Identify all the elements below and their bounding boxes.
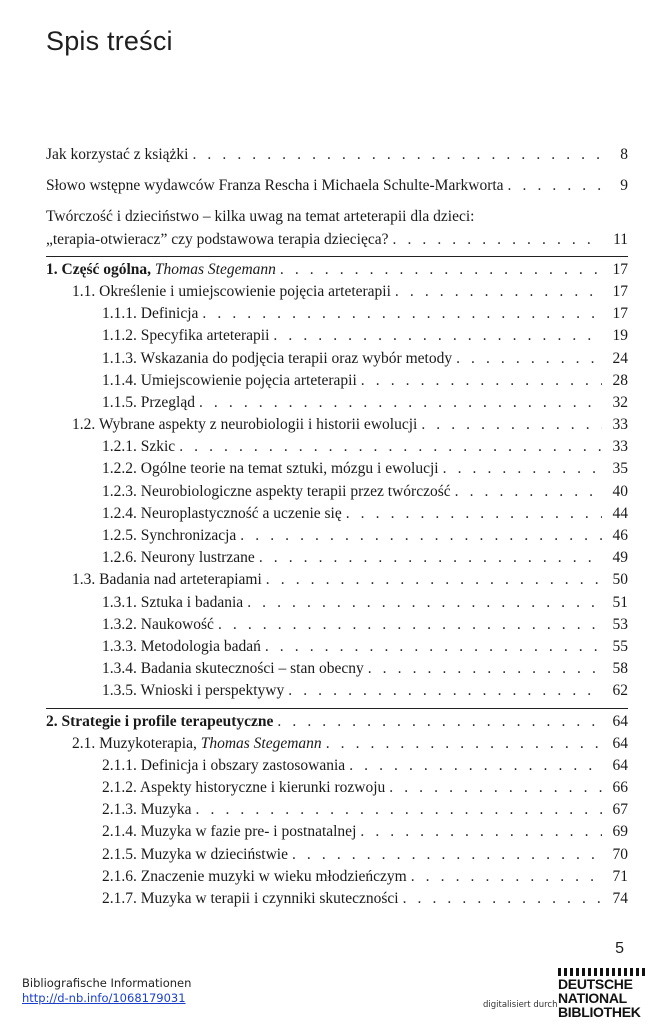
dot-leader — [259, 549, 602, 567]
toc-entry-page: 50 — [612, 571, 628, 589]
toc-entry-page: 17 — [612, 282, 628, 300]
toc-entry-title: 1.1.4. Umiejscowienie pojęcia arteterapii — [102, 371, 357, 389]
toc-subsection[interactable] — [46, 527, 628, 549]
toc-subsection[interactable] — [46, 438, 628, 460]
dot-leader — [403, 890, 602, 908]
toc-entry-page: 64 — [612, 756, 628, 774]
toc-entry-title — [46, 261, 276, 279]
toc-subsection[interactable] — [46, 868, 628, 890]
toc-entry-title: 1.1. Określenie i umiejscowienie pojęcia arteterapii — [72, 282, 391, 300]
toc-entry-page: 49 — [612, 549, 628, 567]
toc-entry-title-line2: „terapia-otwieracz” czy podstawowa terapia dziecięca? — [46, 230, 389, 248]
toc-entry-page: 66 — [612, 779, 628, 797]
toc-entry-page: 44 — [612, 504, 628, 522]
toc-subsection[interactable] — [46, 801, 628, 823]
toc-entry-title: 1.2.2. Ogólne teorie na temat sztuki, mózgu i ewolucji — [102, 460, 439, 478]
dot-leader — [508, 177, 602, 195]
toc-part-1[interactable] — [46, 261, 628, 283]
toc-entry-title: 1.1.3. Wskazania do podjęcia terapii oraz wybór metody — [102, 349, 453, 367]
dnb-logo-bars — [558, 968, 648, 976]
toc-entry-title: 2.1.1. Definicja i obszary zastosowania — [102, 756, 346, 774]
page-number: 5 — [615, 940, 624, 957]
dot-leader — [455, 483, 602, 501]
toc-entry-title: 1.3.1. Sztuka i badania — [102, 593, 244, 611]
dot-leader — [273, 327, 602, 345]
toc-entry-page: 64 — [612, 734, 628, 752]
toc-entry-title: 1.2.4. Neuroplastyczność a uczenie się — [102, 504, 342, 522]
dot-leader — [247, 594, 602, 612]
toc-entry-page: 19 — [612, 327, 628, 345]
dot-leader — [179, 438, 602, 456]
toc-subsection[interactable] — [46, 638, 628, 660]
page-title: Spis treści — [46, 26, 173, 56]
dot-leader — [265, 638, 602, 656]
dot-leader — [292, 846, 602, 864]
toc-entry[interactable] — [46, 177, 628, 199]
toc-entry-title: Jak korzystać z książki — [46, 146, 189, 163]
toc-section-2-1[interactable] — [46, 735, 628, 757]
toc-entry-title: 1.3.4. Badania skuteczności – stan obecny — [102, 660, 364, 678]
toc-entry-title: 1.3. Badania nad arteterapiami — [72, 571, 262, 589]
toc-section-1-1[interactable] — [46, 283, 628, 305]
toc-entry-page: 71 — [612, 867, 628, 885]
toc-subsection[interactable] — [46, 660, 628, 682]
toc-entry-page: 17 — [612, 305, 628, 323]
toc-entry-page: 9 — [620, 177, 628, 195]
toc-entry-page: 35 — [612, 460, 628, 478]
toc-entry-title: 1.3.2. Naukowość — [102, 615, 214, 633]
dot-leader — [346, 505, 602, 523]
bibliographic-info — [22, 976, 191, 1006]
toc-entry-page: 53 — [612, 615, 628, 633]
toc-entry[interactable] — [46, 146, 628, 168]
toc-entry-title: 1.3.3. Metodologia badań — [102, 637, 261, 655]
toc-section-1-3[interactable] — [46, 571, 628, 593]
toc-entry-title: 1.2.1. Szkic — [102, 438, 176, 456]
toc-entry-title-line1: Twórczość i dzieciństwo – kilka uwag na temat arteterapii dla dzieci: — [46, 208, 475, 226]
toc-section-1-2[interactable] — [46, 416, 628, 438]
dot-leader — [368, 660, 602, 678]
toc-entry-title: 2.1.6. Znaczenie muzyki w wieku młodzieńczym — [102, 867, 407, 885]
toc-subsection[interactable] — [46, 460, 628, 482]
toc-subsection[interactable] — [46, 682, 628, 704]
toc-entry-page: 17 — [612, 260, 628, 278]
dnb-logo-text: DEUTSCHE NATIONAL BIBLIOTHEK — [558, 976, 641, 1020]
toc-subsection[interactable] — [46, 483, 628, 505]
toc-subsection[interactable] — [46, 890, 628, 912]
dot-leader — [218, 616, 602, 634]
toc-subsection[interactable] — [46, 616, 628, 638]
dnb-logo — [558, 968, 648, 1022]
dot-leader — [288, 682, 602, 700]
toc-entry-page: 8 — [620, 146, 628, 163]
toc-subsection[interactable] — [46, 394, 628, 416]
toc-part-2[interactable] — [46, 713, 628, 735]
dot-leader — [202, 305, 602, 323]
dot-leader — [393, 231, 603, 249]
dot-leader — [277, 713, 602, 731]
dot-leader — [199, 394, 602, 412]
digitized-by-label: digitalisiert durch — [483, 1000, 558, 1010]
section-title: 2.1. Muzykoterapia, — [72, 734, 197, 752]
toc-entry-page: 51 — [612, 593, 628, 611]
toc-entry-title: 1.2. Wybrane aspekty z neurobiologii i historii ewolucji — [72, 416, 418, 434]
divider — [46, 708, 628, 709]
bib-link[interactable]: http://d-nb.info/1068179031 — [22, 991, 186, 1005]
toc-entry-page: 55 — [612, 637, 628, 655]
toc-subsection[interactable] — [46, 823, 628, 845]
toc-entry-page: 24 — [612, 349, 628, 367]
toc-entry-title: 1.3.5. Wnioski i perspektywy — [102, 682, 285, 700]
toc-entry-title: 2.1.7. Muzyka w terapii i czynniki skuteczności — [102, 890, 399, 907]
dot-leader — [443, 460, 602, 478]
toc-entry-title: 1.1.5. Przegląd — [102, 393, 195, 411]
dot-leader — [266, 571, 602, 589]
toc-entry-page: 40 — [612, 482, 628, 500]
toc-entry-title: 2.1.4. Muzyka w fazie pre- i postnatalnej — [102, 823, 357, 841]
toc-subsection[interactable] — [46, 372, 628, 394]
toc-subsection[interactable] — [46, 846, 628, 868]
part-title: 1. Część ogólna, — [46, 260, 152, 278]
toc-entry-title: 2.1.3. Muzyka — [102, 801, 192, 819]
toc-entry-page: 46 — [612, 527, 628, 544]
section-author: Thomas Stegemann — [200, 734, 322, 752]
toc-entry-title: 1.2.6. Neurony lustrzane — [102, 549, 255, 567]
toc-entry-page: 28 — [612, 371, 628, 389]
toc-entry-page: 62 — [612, 682, 628, 700]
dot-leader — [360, 823, 602, 841]
toc-entry-page: 33 — [612, 416, 628, 434]
toc-entry-title: 1.1.2. Specyfika arteterapii — [102, 327, 270, 345]
toc-subsection[interactable] — [46, 327, 628, 349]
toc-entry-title: 2.1.2. Aspekty historyczne i kierunki rozwoju — [102, 779, 386, 797]
dot-leader — [361, 372, 602, 390]
toc-entry-title: 1.1.1. Definicja — [102, 305, 199, 323]
divider — [46, 256, 628, 257]
toc-entry-page: 74 — [612, 890, 628, 907]
dot-leader — [395, 283, 602, 301]
part-author: Thomas Stegemann — [154, 260, 276, 278]
toc-entry-page: 70 — [612, 845, 628, 863]
dot-leader — [326, 735, 602, 753]
toc-subsection[interactable] — [46, 305, 628, 327]
toc-subsection[interactable] — [46, 757, 628, 779]
dot-leader — [196, 801, 602, 819]
toc-entry-page: 67 — [612, 801, 628, 819]
dot-leader — [389, 779, 602, 797]
toc-entry-title: Słowo wstępne wydawców Franza Rescha i Michaela Schulte-Markworta — [46, 177, 504, 195]
toc-subsection[interactable] — [46, 594, 628, 616]
dot-leader — [349, 757, 602, 775]
dot-leader — [280, 261, 602, 279]
dot-leader — [240, 527, 602, 545]
toc-entry-page: 32 — [612, 393, 628, 411]
toc-entry-title: 1.2.3. Neurobiologiczne aspekty terapii przez twórczość — [102, 482, 451, 500]
toc-entry-multiline[interactable] — [46, 208, 628, 252]
dot-leader — [192, 146, 602, 164]
toc-subsection[interactable] — [46, 350, 628, 372]
dot-leader — [456, 350, 602, 368]
toc-entry-title: 1.2.5. Synchronizacja — [102, 527, 237, 544]
toc-entry-page: 33 — [612, 438, 628, 456]
toc-entry-title — [72, 735, 322, 753]
toc-entry-page: 69 — [612, 823, 628, 841]
dot-leader — [411, 868, 602, 886]
table-of-contents — [46, 146, 628, 912]
toc-subsection[interactable] — [46, 779, 628, 801]
toc-entry-title: 2.1.5. Muzyka w dzieciństwie — [102, 845, 288, 863]
toc-entry-page: 11 — [613, 230, 628, 248]
dot-leader — [421, 416, 602, 434]
toc-subsection[interactable] — [46, 505, 628, 527]
toc-entry-line2 — [46, 231, 628, 253]
toc-subsection[interactable] — [46, 549, 628, 571]
bib-label: Bibliografische Informationen — [22, 976, 192, 990]
toc-entry-page: 58 — [612, 660, 628, 678]
toc-entry-page: 64 — [612, 712, 628, 730]
toc-entry-title: 2. Strategie i profile terapeutyczne — [46, 712, 274, 730]
